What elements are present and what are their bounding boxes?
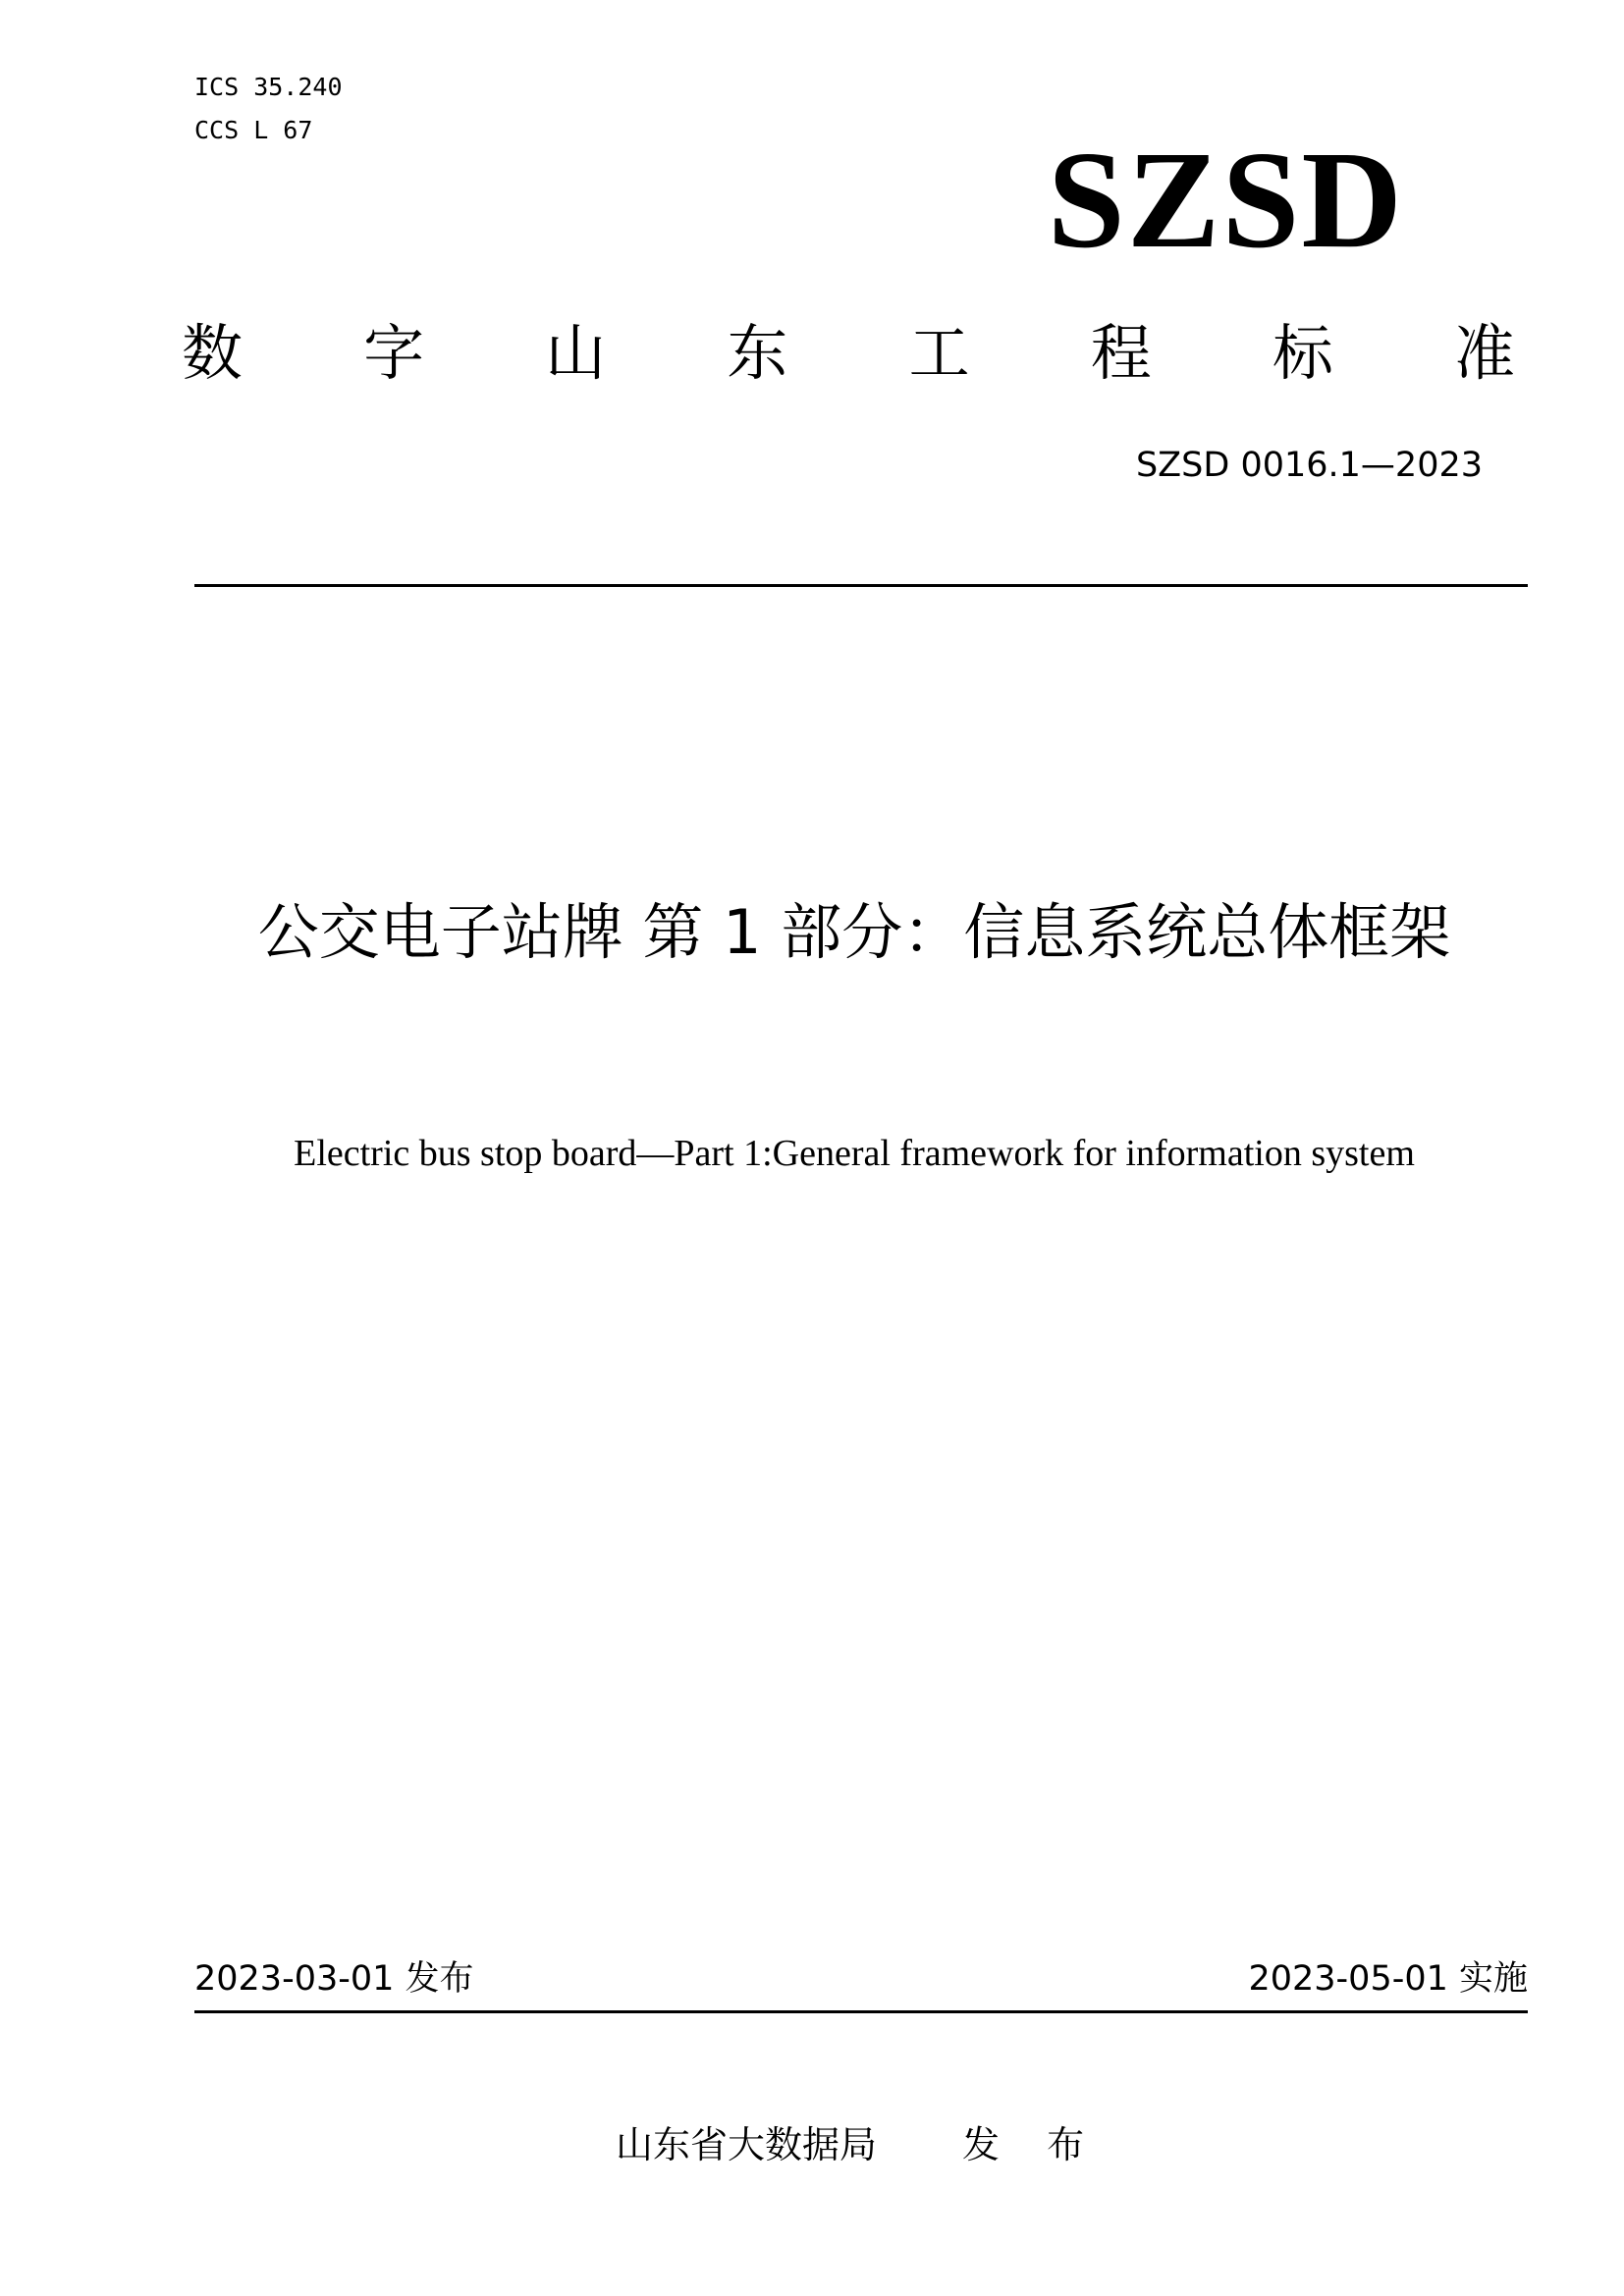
- standard-type-char: 字: [363, 317, 425, 389]
- standard-type-heading: [182, 314, 1515, 393]
- standard-type-char: 山: [545, 317, 607, 389]
- publisher-name: 山东省大数据局: [616, 2123, 878, 2166]
- standard-logo: SZSD: [1047, 122, 1404, 277]
- standard-type-char: 程: [1090, 317, 1152, 389]
- publish-label: 发 布: [962, 2123, 1103, 2166]
- title-chinese: 公交电子站牌 第 1 部分：信息系统总体框架: [257, 896, 1451, 968]
- implementation-date: 2023-05-01 实施: [1248, 1959, 1528, 1999]
- standard-type-char: 东: [727, 317, 788, 389]
- standard-type-char: 工: [908, 317, 970, 389]
- ics-code: ICS 35.240: [194, 73, 343, 101]
- standard-type-char: 数: [182, 317, 244, 389]
- standard-type-char: 准: [1453, 317, 1515, 389]
- header-divider: [194, 584, 1528, 587]
- standard-type-char: 标: [1272, 317, 1333, 389]
- standard-number: SZSD 0016.1—2023: [1135, 446, 1483, 485]
- title-english: Electric bus stop board—Part 1:General framework for information system: [294, 1133, 1415, 1174]
- issue-date: 2023-03-01 发布: [194, 1959, 474, 1999]
- ccs-code: CCS L 67: [194, 116, 313, 144]
- footer-divider: [194, 2010, 1528, 2013]
